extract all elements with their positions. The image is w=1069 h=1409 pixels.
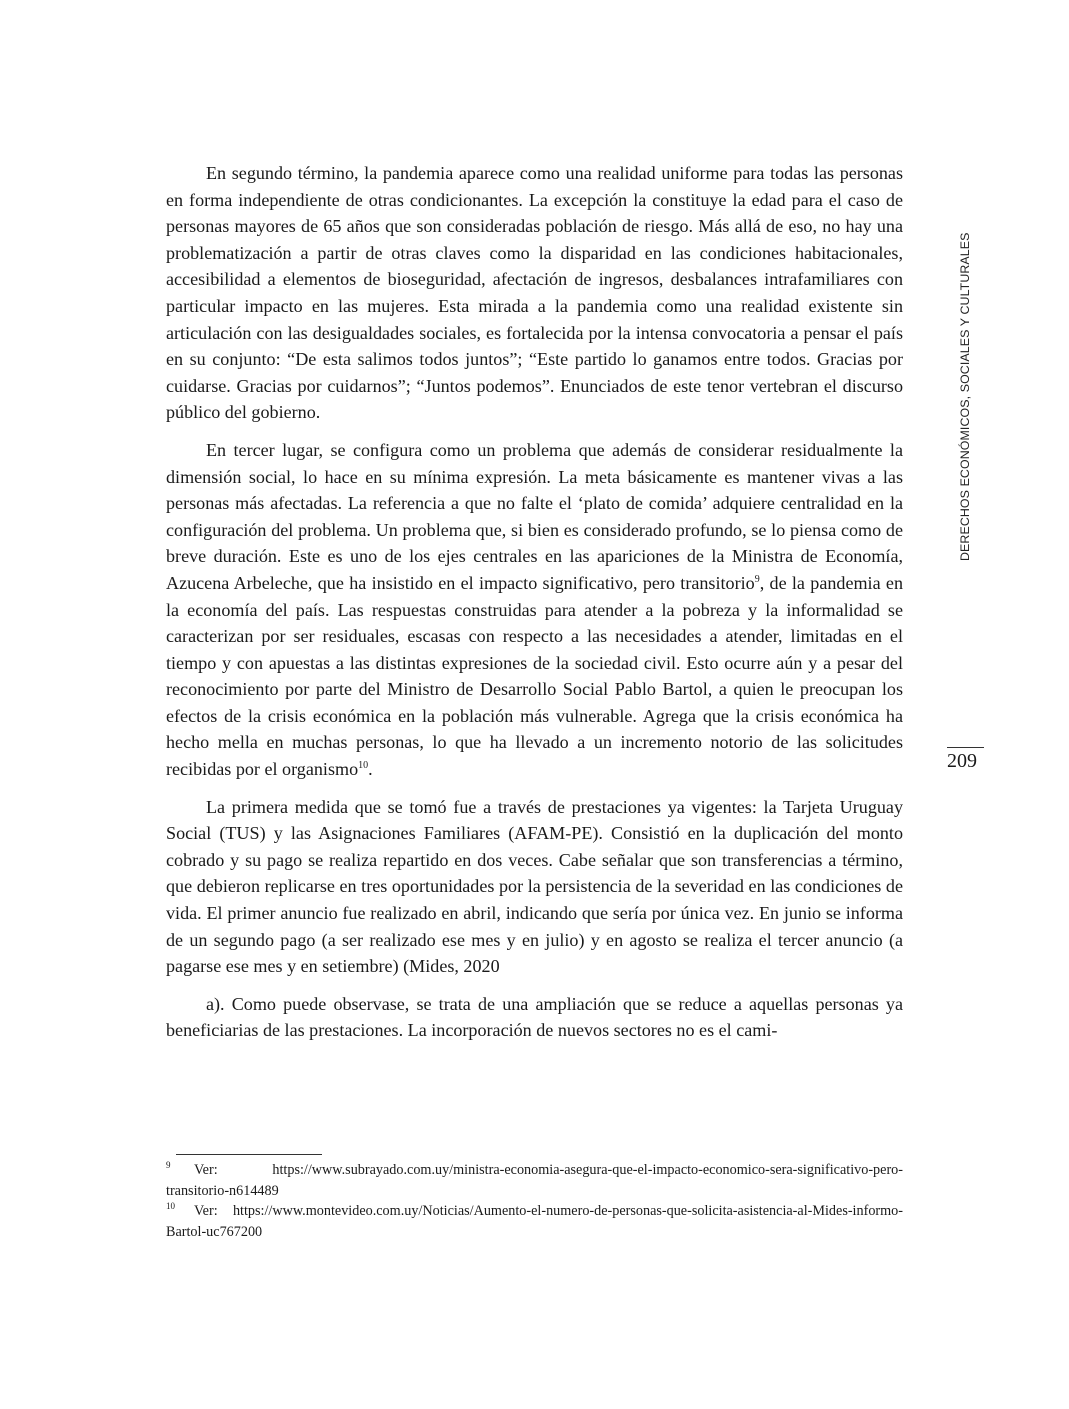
footnote-link[interactable]: https://www.subrayado.com.uy/ministra-economia-asegura-que-el-impacto-economico-sera-significativo-pero-transitorio-n614489 [166, 1162, 903, 1199]
paragraph-2-part-a: En tercer lugar, se configura como un problema que además de considerar residualmente la dimensión social, lo hace en su mínima expresión. La meta básicamente es mantener vivas a las personas más afectadas. La referencia a que no falte el ‘plato de comida’ adquiere centralidad en la configuración del problema. Un problema que, si bien es considerado profundo, se lo piensa como de breve duración. Este es uno de los ejes centrales en las apariciones de la Ministra de Economía, Azucena Arbeleche, que ha insistido en el impacto significativo, pero transitorio [166, 439, 903, 593]
footnote-ref-10[interactable]: 10 [358, 760, 369, 772]
page-number-rule [947, 747, 984, 748]
paragraph-2-part-b: , de la pandemia en la economía del país. Las respuestas construidas para atender a la pobreza y la informalidad se caracterizan por ser residuales, escasas con respecto a las necesidades a atender, limitadas en el tiempo y con apuestas a las distintas expresiones de la sociedad civil. Esto ocurre aún y a pesar del reconocimiento por parte del Ministro de Desarrollo Social Pablo Bartol, a quien le preocupan los efectos de la crisis económica en la población más vulnerable. Agrega que la crisis económica ha hecho mella en muchas personas, lo que ha llevado a un incremento notorio de las solicitudes recibidas por el organismo [166, 572, 903, 780]
page-number: 209 [947, 750, 977, 772]
footnote-rule [176, 1154, 322, 1155]
footnote-link[interactable]: https://www.montevideo.com.uy/Noticias/Aumento-el-numero-de-personas-que-solicita-asistencia-al-Mides-informo-Bartol-uc767200 [166, 1203, 903, 1240]
footnote-ref-9[interactable]: 9 [754, 573, 760, 585]
footnote-lead: Ver: [194, 1203, 218, 1219]
paragraph-2-part-c: . [368, 759, 373, 780]
running-head: DERECHOS ECONÓMICOS, SOCIALES Y CULTURALES [958, 232, 972, 561]
paragraph-3: La primera medida que se tomó fue a través de prestaciones ya vigentes: la Tarjeta Uruguay Social (TUS) y las Asignaciones Familiares (AFAM-PE). Consistió en la duplicación del monto cobrado y su pago se realiza repartido en dos veces. Cabe señalar que son transferencias a término, que debieron replicarse en tres oportunidades por la persistencia de la severidad en las condiciones de vida. El primer anuncio fue realizado en abril, indicando que sería por única vez. En junio se informa de un segundo pago (a ser realizado ese mes y en julio) y en agosto se realiza el tercer anuncio (a pagarse ese mes y en setiembre) (Mides, 2020 [166, 796, 903, 977]
footnote-lead: Ver: [194, 1162, 218, 1178]
footnote-10: 10 Ver: https://www.montevideo.com.uy/Noticias/Aumento-el-numero-de-personas-que-solicita-asistencia-al-Mides-informo-Bartol-uc767200 [166, 1201, 903, 1240]
body-text [166, 160, 903, 1055]
footnotes [166, 1160, 903, 1242]
paragraph-2 [166, 437, 903, 783]
paragraph-4: a). Como puede observase, se trata de una ampliación que se reduce a aquellas personas ya beneficiarias de las prestaciones. La incorporación de nuevos sectores no es el cami- [166, 993, 903, 1041]
paragraph-1: En segundo término, la pandemia aparece como una realidad uniforme para todas las personas en forma independiente de otras condicionantes. La excepción la constituye la edad para el caso de personas mayores de 65 años que son consideradas población de riesgo. Más allá de eso, no hay una problematización a partir de otras claves como la disparidad en las condiciones habitacionales, accesibilidad a elementos de bioseguridad, afectación de ingresos, desbalances intrafamiliares con particular impacto en las mujeres. Esta mirada a la pandemia como una realidad existente sin articulación con las desigualdades sociales, es fortalecida por la intensa convocatoria a pensar el país en su conjunto: “De esta salimos todos juntos”; “Este partido lo ganamos entre todos. Gracias por cuidarse. Gracias por cuidarnos”; “Juntos podemos”. Enunciados de este tenor vertebran el discurso público del gobierno. [166, 163, 903, 423]
footnote-9: 9 Ver: https://www.subrayado.com.uy/ministra-economia-asegura-que-el-impacto-economico-sera-significativo-pero-transitorio-n614489 [166, 1160, 903, 1199]
